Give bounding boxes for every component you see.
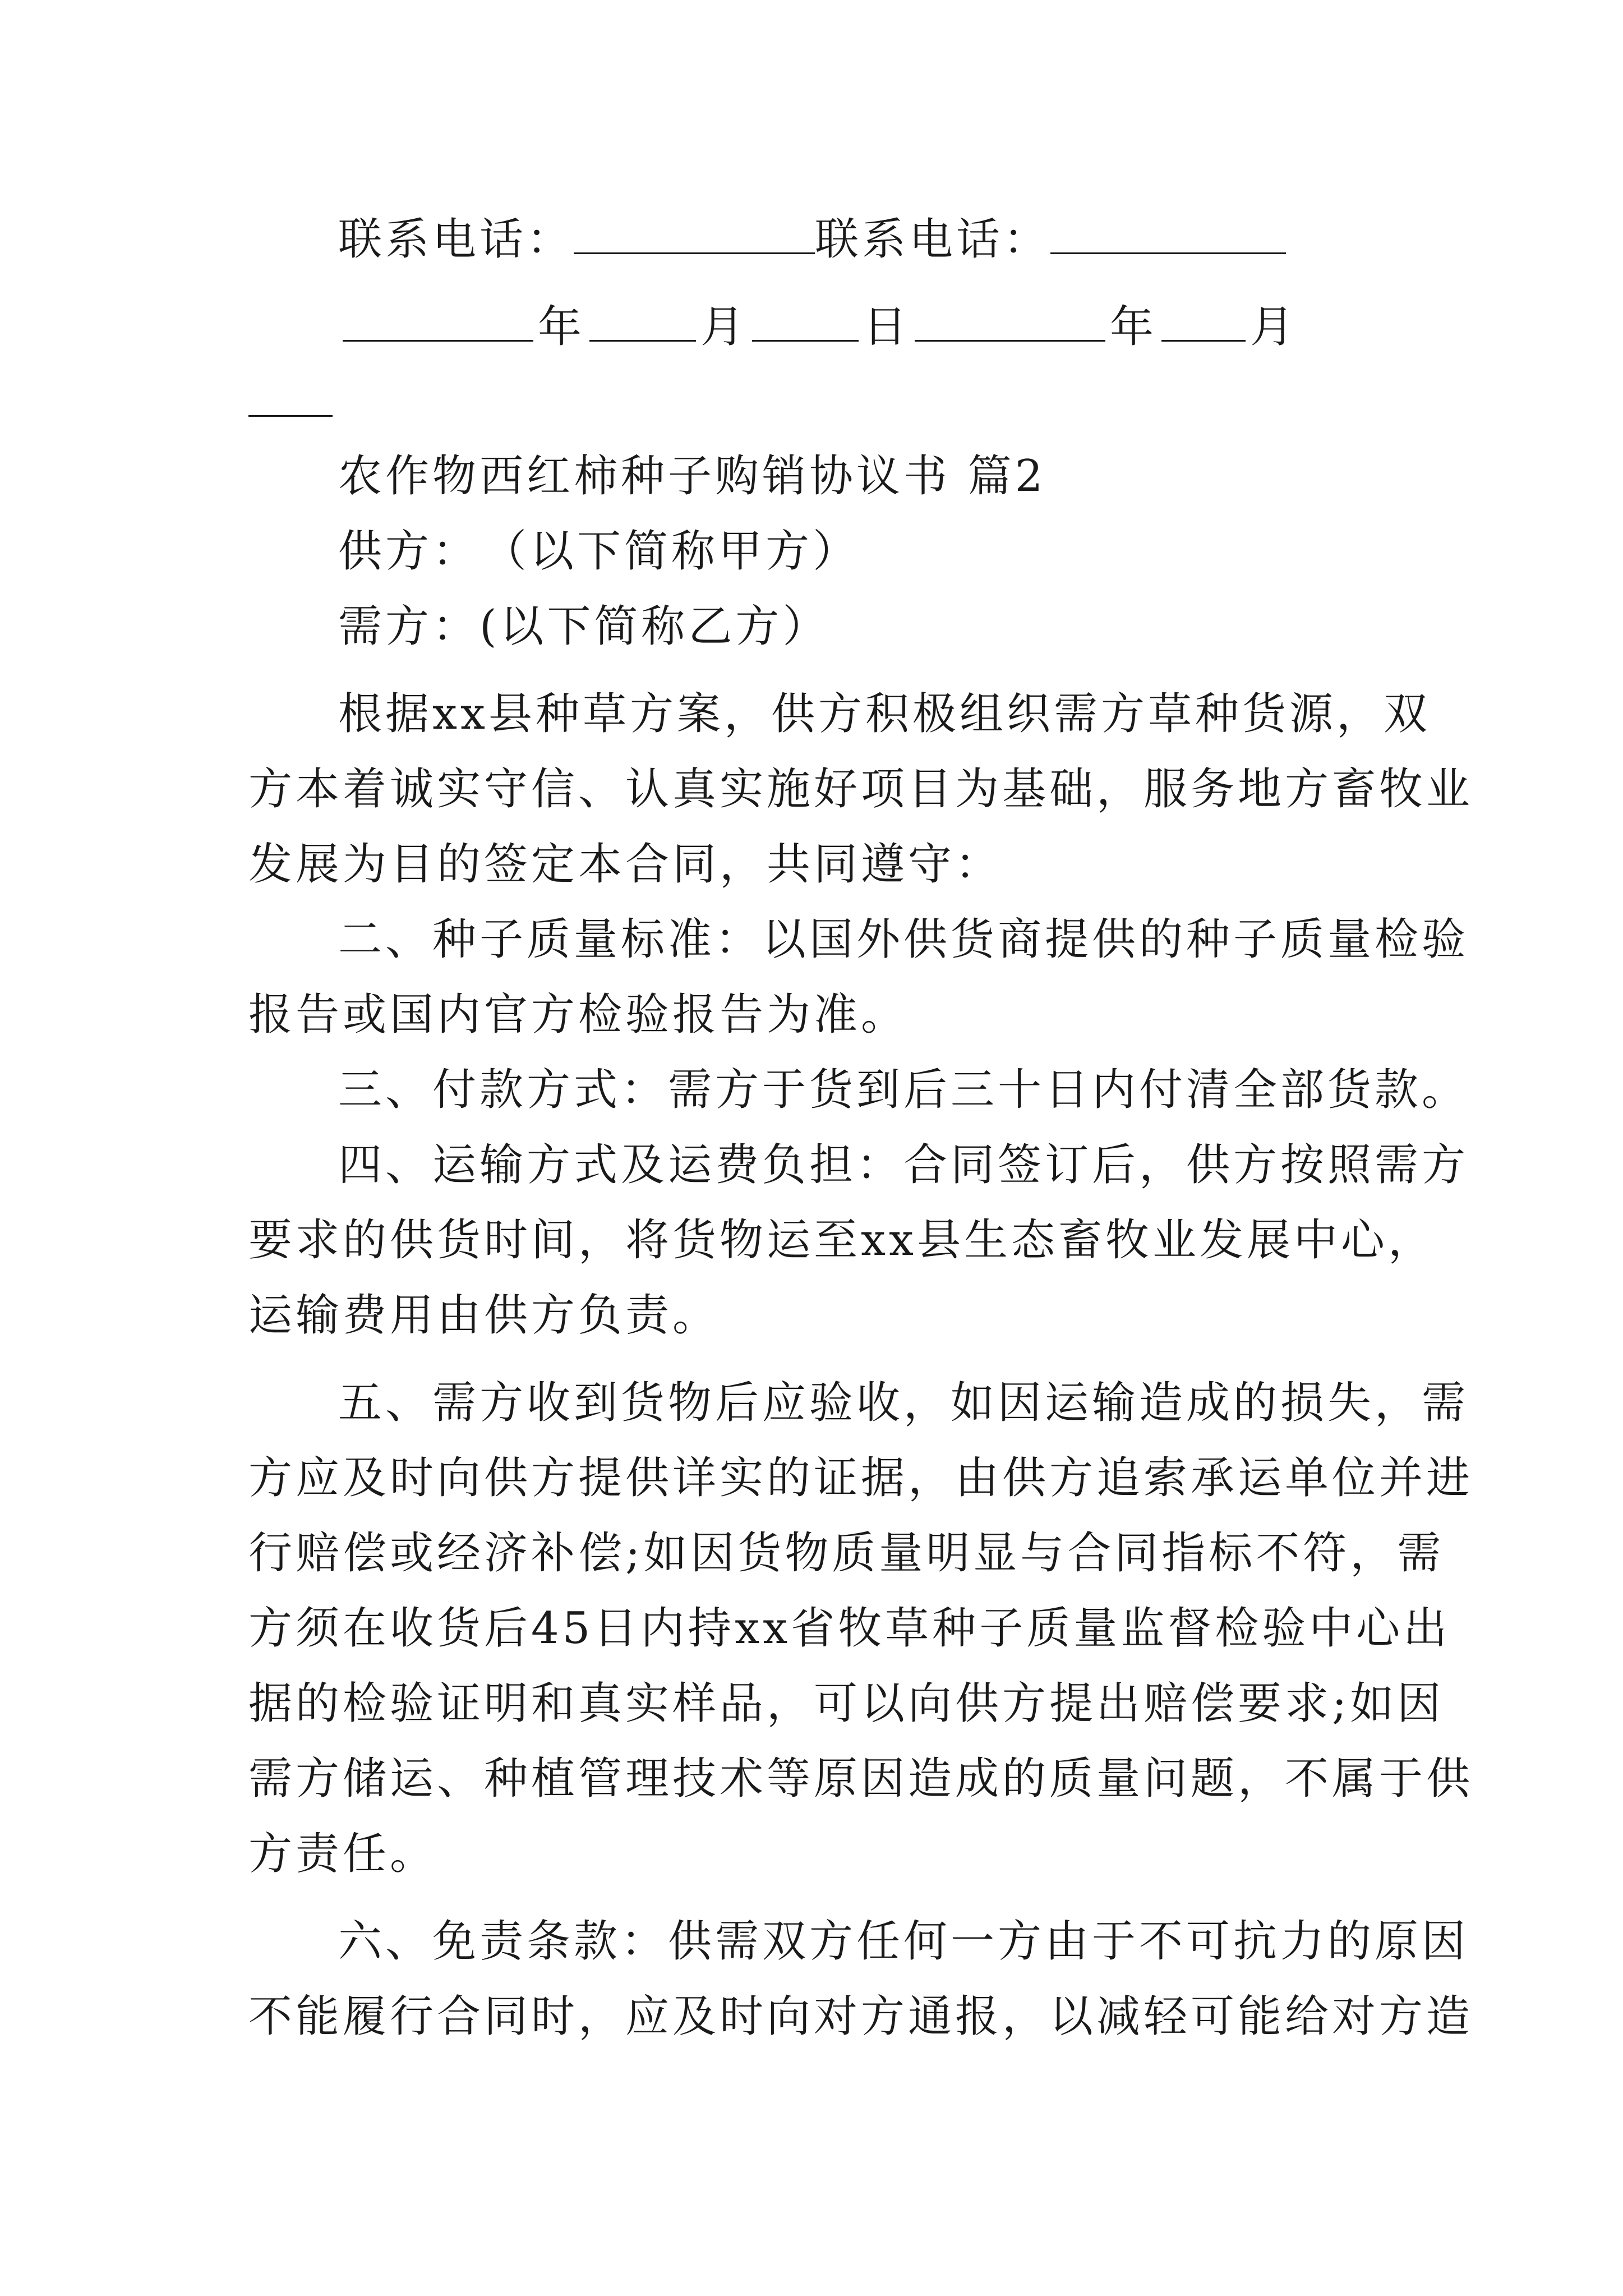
- section-title: 农作物西红柿种子购销协议书 篇2: [338, 451, 1046, 501]
- contact-phone-line: [248, 202, 1387, 277]
- paragraph-line: 五、需方收到货物后应验收，如因运输造成的损失，需: [338, 1378, 1469, 1428]
- date-line: [248, 289, 1387, 365]
- year-blank-1: [343, 305, 533, 342]
- month-blank-1: [589, 305, 696, 342]
- paragraph-line: 方应及时向供方提供详实的证据，由供方追索承运单位并进: [248, 1453, 1474, 1503]
- day-label-1: 日: [863, 302, 911, 352]
- month-label-2: 月: [1250, 302, 1298, 352]
- month-blank-2: [1161, 305, 1246, 342]
- paragraph-2: [248, 902, 1469, 1052]
- document-body: [248, 202, 1474, 2054]
- paragraph-line: 不能履行合同时，应及时向对方通报，以减轻可能给对方造: [248, 1991, 1474, 2042]
- paragraph-1: [248, 677, 1474, 902]
- date-continuation-line: [248, 365, 1387, 426]
- paragraph-line: 运输费用由供方负责。: [248, 1290, 720, 1341]
- contact-phone-label-1: 联系电话：: [338, 214, 574, 265]
- day-blank-1: [752, 305, 859, 342]
- contact-phone-label-2: 联系电话：: [815, 214, 1051, 265]
- paragraph-line: 方本着诚实守信、认真实施好项目为基础，服务地方畜牧业: [248, 764, 1474, 815]
- paragraph-line: 方责任。: [248, 1829, 437, 1879]
- paragraph-line: 四、运输方式及运费负担：合同签订后，供方按照需方: [338, 1140, 1469, 1190]
- year-label-1: 年: [538, 302, 585, 352]
- paragraph-line: 据的检验证明和真实样品，可以向供方提出赔偿要求;如因: [248, 1678, 1445, 1729]
- paragraph-line: 方须在收货后45日内持xx省牧草种子质量监督检验中心出: [248, 1603, 1451, 1654]
- month-label-1: 月: [700, 302, 748, 352]
- contact-phone-blank-2: [1050, 218, 1286, 254]
- supplier-line: 供方： （以下简称甲方）: [338, 526, 860, 577]
- paragraph-line: 发展为目的签定本合同，共同遵守：: [248, 839, 1003, 890]
- paragraph-line: 行赔偿或经济补偿;如因货物质量明显与合同指标不符，需: [248, 1528, 1445, 1579]
- buyer-line: 需方：(以下简称乙方）: [338, 601, 830, 652]
- paragraph-3: [248, 1052, 1469, 1128]
- paragraph-line: 报告或国内官方检验报告为准。: [248, 990, 909, 1040]
- year-label-2: 年: [1110, 302, 1158, 352]
- paragraph-line: 二、种子质量标准：以国外供货商提供的种子质量检验: [338, 914, 1469, 965]
- paragraph-line: 根据xx县种草方案，供方积极组织需方草种货源，双: [338, 689, 1431, 739]
- paragraph-line: 六、免责条款：供需双方任何一方由于不可抗力的原因: [338, 1916, 1469, 1967]
- paragraph-4: [248, 1128, 1469, 1353]
- year-blank-2: [915, 305, 1105, 342]
- paragraph-6: [248, 1904, 1474, 2054]
- contact-phone-blank-1: [574, 218, 815, 254]
- paragraph-line: 三、付款方式：需方于货到后三十日内付清全部货款。: [338, 1065, 1469, 1115]
- paragraph-line: 需方储运、种植管理技术等原因造成的质量问题，不属于供: [248, 1754, 1474, 1804]
- paragraph-5: [248, 1365, 1474, 1892]
- paragraph-line: 要求的供货时间，将货物运至xx县生态畜牧业发展中心，: [248, 1215, 1435, 1266]
- day-blank-2: [248, 398, 333, 417]
